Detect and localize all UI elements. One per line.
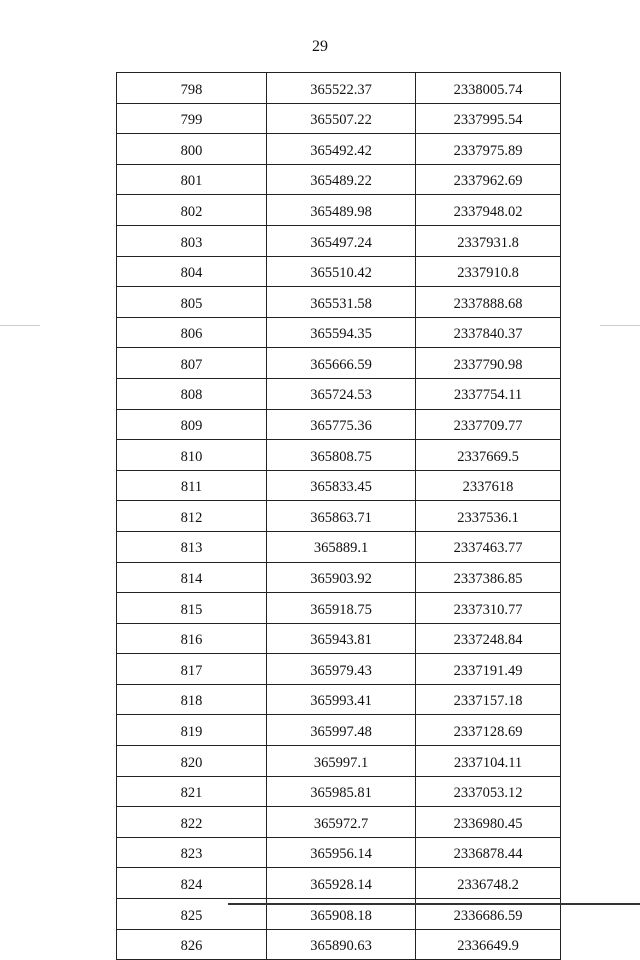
x-coordinate-cell: 365492.42 (267, 134, 416, 165)
table-row (117, 164, 561, 195)
y-coordinate-cell: 2337191.49 (416, 654, 561, 685)
point-number-cell: 800 (117, 134, 267, 165)
x-coordinate-cell: 365497.24 (267, 225, 416, 256)
y-coordinate-cell: 2336649.9 (416, 929, 561, 960)
table-row (117, 134, 561, 165)
point-number-cell: 813 (117, 531, 267, 562)
y-coordinate-cell: 2337995.54 (416, 103, 561, 134)
y-coordinate-cell: 2337962.69 (416, 164, 561, 195)
x-coordinate-cell: 365594.35 (267, 317, 416, 348)
table-row (117, 654, 561, 685)
x-coordinate-cell: 365724.53 (267, 378, 416, 409)
point-number-cell: 821 (117, 776, 267, 807)
y-coordinate-cell: 2337931.8 (416, 225, 561, 256)
table-row (117, 501, 561, 532)
table-row (117, 470, 561, 501)
point-number-cell: 801 (117, 164, 267, 195)
table-row (117, 103, 561, 134)
table-row (117, 593, 561, 624)
x-coordinate-cell: 365985.81 (267, 776, 416, 807)
table-row (117, 531, 561, 562)
x-coordinate-cell: 365666.59 (267, 348, 416, 379)
table-row (117, 623, 561, 654)
y-coordinate-cell: 2337128.69 (416, 715, 561, 746)
y-coordinate-cell: 2337104.11 (416, 746, 561, 777)
x-coordinate-cell: 365531.58 (267, 287, 416, 318)
point-number-cell: 806 (117, 317, 267, 348)
x-coordinate-cell: 365997.1 (267, 746, 416, 777)
x-coordinate-cell: 365507.22 (267, 103, 416, 134)
x-coordinate-cell: 365510.42 (267, 256, 416, 287)
x-coordinate-cell: 365489.98 (267, 195, 416, 226)
x-coordinate-cell: 365775.36 (267, 409, 416, 440)
table-row (117, 868, 561, 899)
x-coordinate-cell: 365863.71 (267, 501, 416, 532)
table-row (117, 562, 561, 593)
point-number-cell: 799 (117, 103, 267, 134)
y-coordinate-cell: 2337248.84 (416, 623, 561, 654)
x-coordinate-cell: 365928.14 (267, 868, 416, 899)
y-coordinate-cell: 2337618 (416, 470, 561, 501)
y-coordinate-cell: 2336980.45 (416, 807, 561, 838)
y-coordinate-cell: 2336686.59 (416, 899, 561, 930)
table-row (117, 256, 561, 287)
table-row (117, 807, 561, 838)
x-coordinate-cell: 365489.22 (267, 164, 416, 195)
point-number-cell: 812 (117, 501, 267, 532)
table-row (117, 440, 561, 471)
point-number-cell: 824 (117, 868, 267, 899)
table-row (117, 225, 561, 256)
point-number-cell: 807 (117, 348, 267, 379)
y-coordinate-cell: 2337888.68 (416, 287, 561, 318)
point-number-cell: 804 (117, 256, 267, 287)
page-number: 29 (312, 38, 328, 55)
y-coordinate-cell: 2337310.77 (416, 593, 561, 624)
point-number-cell: 822 (117, 807, 267, 838)
y-coordinate-cell: 2337790.98 (416, 348, 561, 379)
x-coordinate-cell: 365890.63 (267, 929, 416, 960)
table-row (117, 684, 561, 715)
point-number-cell: 820 (117, 746, 267, 777)
x-coordinate-cell: 365979.43 (267, 654, 416, 685)
y-coordinate-cell: 2337463.77 (416, 531, 561, 562)
table-row (117, 348, 561, 379)
y-coordinate-cell: 2337840.37 (416, 317, 561, 348)
point-number-cell: 808 (117, 378, 267, 409)
x-coordinate-cell: 365903.92 (267, 562, 416, 593)
point-number-cell: 814 (117, 562, 267, 593)
y-coordinate-cell: 2337754.11 (416, 378, 561, 409)
point-number-cell: 811 (117, 470, 267, 501)
point-number-cell: 823 (117, 837, 267, 868)
table-row (117, 746, 561, 777)
x-coordinate-cell: 365956.14 (267, 837, 416, 868)
point-number-cell: 826 (117, 929, 267, 960)
x-coordinate-cell: 365972.7 (267, 807, 416, 838)
x-coordinate-cell: 365993.41 (267, 684, 416, 715)
y-coordinate-cell: 2338005.74 (416, 73, 561, 104)
x-coordinate-cell: 365997.48 (267, 715, 416, 746)
y-coordinate-cell: 2337157.18 (416, 684, 561, 715)
y-coordinate-cell: 2337975.89 (416, 134, 561, 165)
table-row (117, 409, 561, 440)
point-number-cell: 809 (117, 409, 267, 440)
point-number-cell: 818 (117, 684, 267, 715)
y-coordinate-cell: 2336878.44 (416, 837, 561, 868)
table-row (117, 317, 561, 348)
point-number-cell: 802 (117, 195, 267, 226)
scan-mark-left (0, 325, 40, 326)
y-coordinate-cell: 2337536.1 (416, 501, 561, 532)
table-row (117, 776, 561, 807)
table-row (117, 287, 561, 318)
point-number-cell: 805 (117, 287, 267, 318)
point-number-cell: 816 (117, 623, 267, 654)
point-number-cell: 815 (117, 593, 267, 624)
table-row (117, 929, 561, 960)
y-coordinate-cell: 2337709.77 (416, 409, 561, 440)
table-row (117, 73, 561, 104)
table-row (117, 715, 561, 746)
x-coordinate-cell: 365918.75 (267, 593, 416, 624)
x-coordinate-cell: 365908.18 (267, 899, 416, 930)
x-coordinate-cell: 365943.81 (267, 623, 416, 654)
y-coordinate-cell: 2336748.2 (416, 868, 561, 899)
table-row (117, 378, 561, 409)
y-coordinate-cell: 2337948.02 (416, 195, 561, 226)
point-number-cell: 810 (117, 440, 267, 471)
y-coordinate-cell: 2337386.85 (416, 562, 561, 593)
coordinate-table (116, 72, 561, 960)
point-number-cell: 819 (117, 715, 267, 746)
coordinate-table-body (117, 73, 561, 960)
table-row (117, 837, 561, 868)
x-coordinate-cell: 365808.75 (267, 440, 416, 471)
x-coordinate-cell: 365522.37 (267, 73, 416, 104)
y-coordinate-cell: 2337910.8 (416, 256, 561, 287)
y-coordinate-cell: 2337669.5 (416, 440, 561, 471)
point-number-cell: 798 (117, 73, 267, 104)
x-coordinate-cell: 365833.45 (267, 470, 416, 501)
x-coordinate-cell: 365889.1 (267, 531, 416, 562)
table-row (117, 195, 561, 226)
point-number-cell: 803 (117, 225, 267, 256)
point-number-cell: 825 (117, 899, 267, 930)
point-number-cell: 817 (117, 654, 267, 685)
y-coordinate-cell: 2337053.12 (416, 776, 561, 807)
scan-mark-right (600, 325, 640, 326)
